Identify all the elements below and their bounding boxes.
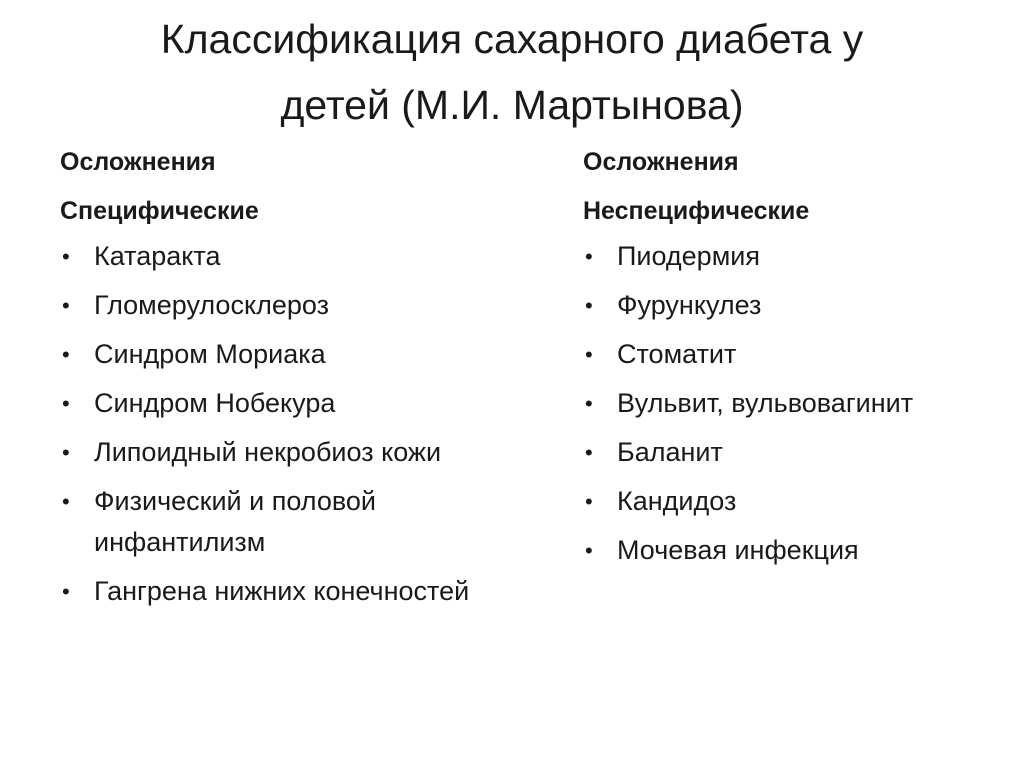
bullet-icon: • (62, 293, 70, 318)
list-item-text: Стоматит (617, 339, 737, 369)
list-item-text: Мочевая инфекция (617, 535, 859, 565)
list-item-text: Пиодермия (617, 241, 760, 271)
left-heading-complications: Осложнения (60, 148, 216, 176)
list-item (583, 285, 1013, 326)
list-item (60, 481, 500, 563)
left-heading-specific: Специфические (60, 197, 259, 225)
bullet-icon: • (585, 342, 593, 367)
list-item-text: Синдром Мориака (94, 339, 326, 369)
list-item (583, 481, 1013, 522)
list-item-text: Вульвит, вульвовагинит (617, 388, 914, 418)
bullet-icon: • (585, 391, 593, 416)
list-item (583, 530, 1013, 571)
bullet-icon: • (62, 391, 70, 416)
list-item-text: Гангрена нижних конечностей (94, 576, 470, 606)
bullet-icon: • (62, 579, 70, 604)
list-item-text: Фурункулез (617, 290, 762, 320)
list-item (583, 334, 1013, 375)
list-item-text: Баланит (617, 437, 723, 467)
bullet-icon: • (62, 244, 70, 269)
title-line-2: детей (М.И. Мартынова) (280, 82, 744, 128)
bullet-icon: • (585, 440, 593, 465)
list-item (60, 571, 500, 612)
list-item (60, 383, 500, 424)
list-item-text: Катаракта (94, 241, 221, 271)
list-item (583, 383, 1013, 424)
bullet-icon: • (62, 342, 70, 367)
nonspecific-complications-column (583, 138, 1013, 571)
bullet-icon: • (62, 440, 70, 465)
list-item-text: Синдром Нобекура (94, 388, 336, 418)
specific-complications-column (60, 138, 500, 612)
list-item (583, 432, 1013, 473)
list-item (60, 236, 500, 277)
list-item (60, 285, 500, 326)
list-item (60, 432, 500, 473)
list-item (60, 334, 500, 375)
bullet-icon: • (585, 489, 593, 514)
title-line-1: Классификация сахарного диабета у (160, 16, 864, 62)
right-heading-complications: Осложнения (583, 148, 739, 176)
list-item (583, 236, 1013, 277)
nonspecific-complications-list (583, 236, 1013, 571)
list-item-text: Физический и половой инфантилизм (94, 486, 376, 557)
bullet-icon: • (585, 538, 593, 563)
specific-complications-list (60, 236, 500, 612)
bullet-icon: • (585, 244, 593, 269)
bullet-icon: • (585, 293, 593, 318)
slide-title (60, 6, 964, 138)
right-heading-nonspecific: Неспецифические (583, 197, 810, 225)
bullet-icon: • (62, 489, 70, 514)
list-item-text: Кандидоз (617, 486, 737, 516)
list-item-text: Гломерулосклероз (94, 290, 329, 320)
list-item-text: Липоидный некробиоз кожи (94, 437, 442, 467)
